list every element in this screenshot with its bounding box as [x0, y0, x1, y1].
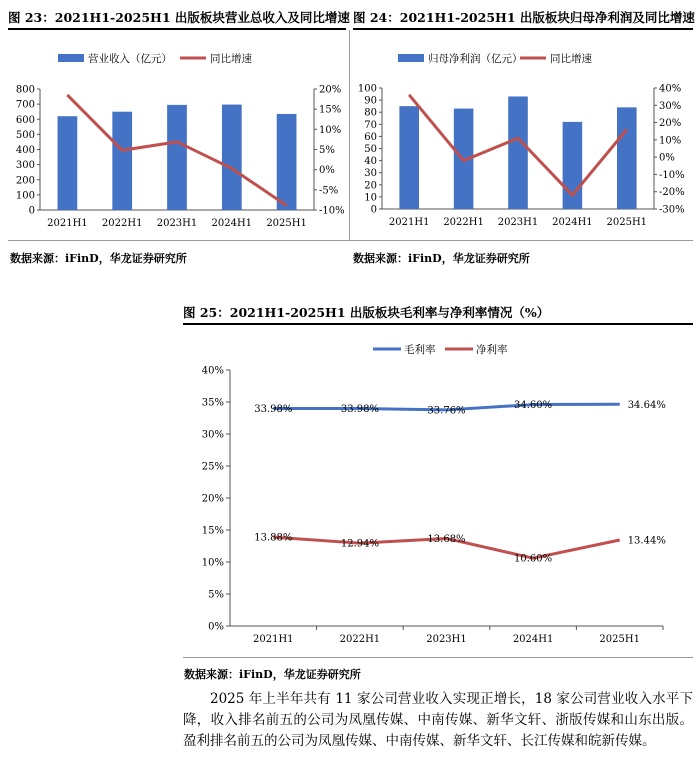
y-left-tick-label: 80 — [364, 107, 377, 119]
y-left-tick-label: 200 — [15, 175, 35, 187]
gross-margin-data-label: 33.98% — [254, 404, 293, 416]
y-tick-label: 30% — [201, 429, 224, 441]
gross-margin-data-label: 34.60% — [514, 400, 553, 412]
y-left-tick-label: 60 — [364, 131, 377, 143]
legend-bar-label: 营业收入（亿元） — [88, 53, 172, 65]
growth-point — [626, 129, 627, 130]
y-left-tick-label: 40 — [364, 156, 377, 168]
x-tick-label: 2021H1 — [253, 634, 294, 645]
legend-net-label: 净利率 — [476, 344, 508, 356]
y-left-tick-label: 100 — [357, 83, 377, 95]
figure-23-title-rule — [8, 28, 346, 30]
y-left-tick-label: 600 — [15, 114, 35, 126]
paragraph-text: 2025 年上半年共有 11 家公司营业收入实现正增长，18 家公司营业收入水平下降，收入排名前五的公司为凤凰传媒、中南传媒、新华文轩、浙版传媒和山东出版。盈利排名前五的公司为凤凰传媒、中南传媒、新华文轩、长江传媒和皖新传媒。 — [183, 691, 693, 749]
legend-bar-swatch — [398, 54, 424, 62]
legend-line-label: 同比增速 — [210, 53, 252, 65]
growth-point — [122, 150, 123, 151]
x-tick-label: 2024H1 — [211, 218, 253, 229]
revenue-chart — [8, 32, 349, 238]
x-tick-label: 2023H1 — [426, 634, 467, 645]
growth-point — [177, 141, 178, 142]
legend-bar-swatch — [58, 54, 84, 62]
x-tick-label: 2025H1 — [599, 634, 640, 645]
figure-24-source: 数据来源：iFinD，华龙证券研究所 — [353, 252, 530, 265]
net-margin-data-label: 13.88% — [254, 532, 293, 544]
y-left-tick-label: 400 — [15, 145, 35, 156]
bar — [277, 114, 297, 210]
bar — [167, 105, 187, 210]
growth-point — [409, 94, 410, 95]
y-left-tick-label: 50 — [364, 144, 377, 155]
y-tick-label: 10% — [201, 557, 224, 569]
net-margin-data-label: 10.60% — [514, 553, 553, 565]
y-left-tick-label: 30 — [364, 168, 377, 180]
x-tick-label: 2025H1 — [606, 217, 648, 228]
legend-gross-label: 毛利率 — [404, 344, 436, 356]
y-tick-label: 20% — [201, 493, 224, 505]
y-left-tick-label: 700 — [15, 99, 35, 111]
y-right-tick-label: 0% — [659, 152, 675, 164]
figure-24-title: 图 24：2021H1-2025H1 出版板块归母净利润及同比增速 — [353, 10, 695, 25]
x-tick-label: 2025H1 — [266, 218, 307, 229]
y-right-tick-label: 20% — [659, 118, 682, 130]
y-tick-label: 40% — [201, 365, 224, 377]
y-left-tick-label: 800 — [15, 84, 35, 96]
bar — [112, 112, 132, 210]
body-paragraph — [183, 689, 693, 752]
y-right-tick-label: -10% — [319, 205, 345, 217]
x-tick-label: 2023H1 — [497, 217, 539, 228]
margin-chart — [183, 326, 693, 656]
growth-point — [286, 205, 287, 206]
figure-23-source: 数据来源：iFinD，华龙证券研究所 — [10, 252, 187, 265]
y-right-tick-label: -10% — [659, 169, 685, 181]
figure-25-title-rule — [183, 323, 693, 325]
y-left-tick-label: 70 — [364, 119, 377, 131]
y-right-tick-label: -5% — [319, 185, 339, 197]
figure-25-source: 数据来源：iFinD，华龙证券研究所 — [184, 668, 361, 681]
x-tick-label: 2023H1 — [156, 218, 198, 229]
growth-point — [518, 138, 519, 139]
legend-line-label: 同比增速 — [550, 53, 592, 65]
figure-separator — [349, 30, 350, 240]
y-right-tick-label: 0% — [319, 165, 335, 177]
bar — [508, 96, 528, 209]
y-right-tick-label: 5% — [319, 145, 335, 156]
growth-point — [463, 160, 464, 161]
y-right-tick-label: -20% — [659, 187, 685, 199]
y-right-tick-label: 40% — [659, 83, 682, 95]
y-tick-label: 15% — [201, 525, 224, 537]
figure-24-title-rule — [353, 28, 693, 30]
legend-bar-label: 归母净利润（亿元） — [428, 53, 523, 65]
bar — [58, 116, 78, 210]
x-tick-label: 2021H1 — [388, 217, 430, 228]
y-left-tick-label: 10 — [364, 192, 377, 204]
y-left-tick-label: 300 — [15, 160, 35, 172]
net-margin-data-label: 13.68% — [427, 533, 466, 545]
x-tick-label: 2022H1 — [443, 217, 484, 228]
y-right-tick-label: 10% — [659, 135, 682, 147]
y-left-tick-label: 100 — [15, 190, 35, 202]
x-tick-label: 2024H1 — [552, 217, 593, 228]
x-tick-label: 2022H1 — [339, 634, 381, 645]
y-tick-label: 35% — [201, 397, 224, 409]
x-tick-label: 2021H1 — [47, 218, 88, 229]
y-tick-label: 25% — [201, 461, 224, 473]
x-tick-label: 2024H1 — [512, 634, 554, 645]
y-tick-label: 5% — [208, 589, 224, 601]
figure-25-title: 图 25：2021H1-2025H1 出版板块毛利率与净利率情况（%） — [183, 305, 550, 320]
net-profit-chart — [352, 32, 693, 238]
y-right-tick-label: 10% — [319, 124, 342, 136]
net-margin-data-label: 12.94% — [340, 538, 379, 550]
y-tick-label: 0% — [208, 621, 224, 633]
growth-point — [231, 168, 232, 169]
figure-bottom-rule — [8, 240, 693, 241]
y-left-tick-label: 20 — [364, 180, 377, 192]
y-left-tick-label: 90 — [364, 95, 377, 107]
gross-margin-data-label: 34.64% — [627, 399, 666, 411]
figure-25-bottom-rule — [183, 657, 693, 658]
growth-point — [67, 95, 68, 96]
gross-margin-data-label: 33.98% — [340, 404, 379, 416]
bar — [617, 107, 637, 209]
y-left-tick-label: 500 — [15, 129, 35, 141]
x-tick-label: 2022H1 — [101, 218, 143, 229]
bar — [222, 105, 242, 210]
gross-margin-data-label: 33.76% — [427, 405, 466, 417]
y-left-tick-label: 0 — [28, 205, 35, 217]
net-margin-data-label: 13.44% — [627, 535, 666, 547]
y-right-tick-label: 15% — [319, 104, 342, 116]
y-right-tick-label: -30% — [659, 204, 685, 216]
y-right-tick-label: 20% — [319, 84, 342, 96]
growth-point — [572, 195, 573, 196]
y-left-tick-label: 0 — [370, 204, 377, 216]
y-right-tick-label: 30% — [659, 100, 682, 112]
bar — [399, 106, 419, 209]
figure-23-title: 图 23：2021H1-2025H1 出版板块营业总收入及同比增速 — [8, 10, 350, 25]
